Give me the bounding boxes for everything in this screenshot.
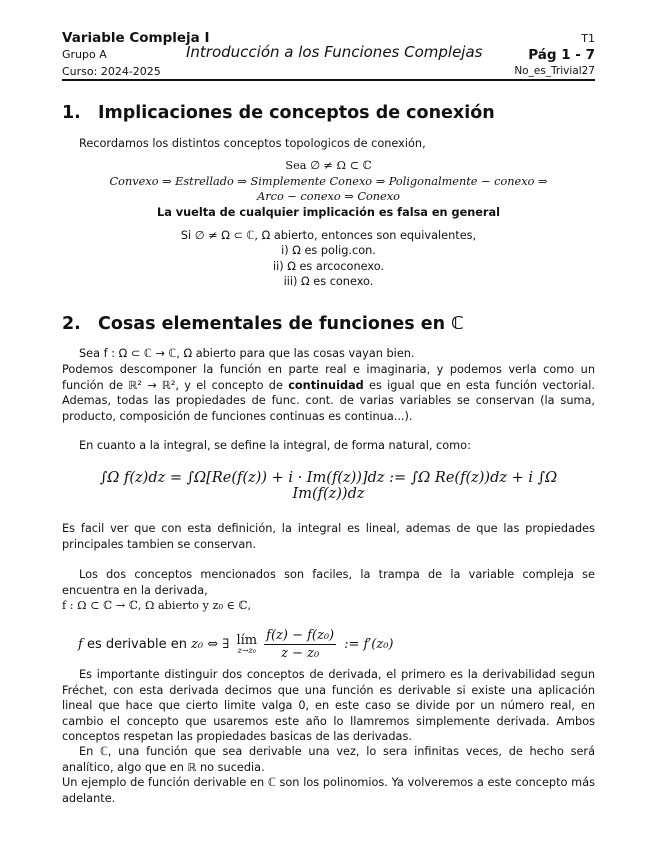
deriv-z0: z₀ <box>191 636 204 652</box>
course-name: Variable Compleja I <box>62 30 210 46</box>
section-2-heading <box>62 314 464 334</box>
deriv-limit <box>236 633 257 655</box>
equivalence-intro: Si ∅ ≠ Ω ⊂ ℂ, Ω abierto, entonces son equivalentes, <box>180 229 477 242</box>
derivative-definition <box>78 622 394 666</box>
document-title: Introducción a los Funciones Complejas <box>186 43 483 61</box>
group-label: Grupo A <box>62 48 107 61</box>
section-1-number: 1. <box>62 103 81 123</box>
integral-linearity-paragraph: Es facil ver que con esta definición, la integral es lineal, ademas de que las propiedades principales tambien se conservan. <box>62 522 595 551</box>
function-definition: Sea f : Ω ⊂ ℂ → ℂ, Ω abierto para que las cosas vayan bien. <box>79 347 415 360</box>
integral-equation: ∫Ω f(z)dz = ∫Ω[Re(f(z)) + i · Im(f(z))]dz := ∫Ω Re(f(z))dz + i ∫Ω Im(f(z))dz <box>99 470 558 502</box>
implication-warning: La vuelta de cualquier implicación es falsa en general <box>157 206 500 219</box>
deriv-f: f <box>78 636 83 652</box>
deriv-lim-sub: z→z₀ <box>237 646 256 655</box>
polynomial-paragraph: Un ejemplo de función derivable en ℂ son los polinomios. Ya volveremos a este concepto más adelante. <box>62 776 595 805</box>
topic-code: T1 <box>581 32 595 45</box>
derivative-intro: Los dos conceptos mencionados son faciles, la trampa de la variable compleja se encuentra en la derivada, <box>62 568 595 597</box>
sea-statement: Sea ∅ ≠ Ω ⊂ ℂ <box>285 159 372 172</box>
deriv-iff: ⇔ ∃ <box>203 636 234 652</box>
section-2-title: Cosas elementales de funciones en ℂ <box>98 314 464 334</box>
page-number: Pág 1 - 7 <box>528 47 595 63</box>
section-1-intro: Recordamos los distintos conceptos topologicos de conexión, <box>79 137 426 150</box>
equivalence-item-2: ii) Ω es arcoconexo. <box>272 260 385 273</box>
academic-year: Curso: 2024-2025 <box>62 65 161 78</box>
deriv-denominator: z − z₀ <box>281 645 320 661</box>
continuity-term: continuidad <box>288 378 364 392</box>
document-page <box>62 0 595 848</box>
implication-chain-line-2: Arco − conexo ⇒ Conexo <box>257 190 400 203</box>
deriv-fraction <box>264 628 336 661</box>
section-1-title: Implicaciones de conceptos de conexión <box>98 103 495 123</box>
section-2-number: 2. <box>62 314 81 334</box>
continuity-paragraph <box>62 362 595 424</box>
continuity-text-a: Podemos descomponer la función en parte real e imaginaria, y podemos verla como un función de ℝ² → ℝ², y el concepto de <box>62 363 595 392</box>
implication-chain-line-1: Convexo ⇒ Estrellado ⇒ Simplemente Conexo ⇒ Poligonalmente − conexo ⇒ <box>109 175 548 188</box>
page-header <box>62 30 595 80</box>
deriv-lim-word: lím <box>236 633 258 648</box>
analytic-paragraph: En ℂ, una función que sea derivable una vez, lo sera infinitas veces, de hecho será analítico, algo que en ℝ no sucedia. <box>62 745 595 774</box>
header-rule <box>62 79 595 81</box>
deriv-text: es derivable en <box>82 636 192 652</box>
deriv-numerator: f(z) − f(z₀) <box>266 627 335 643</box>
author-handle: No_es_Trivial27 <box>514 65 595 77</box>
equivalence-item-3: iii) Ω es conexo. <box>283 275 374 288</box>
equivalence-item-1: i) Ω es polig.con. <box>281 244 376 257</box>
integral-intro: En cuanto a la integral, se define la integral, de forma natural, como: <box>79 439 471 452</box>
section-1-heading <box>62 103 495 123</box>
continuity-text-b: es igual que en esta función vectorial. Ademas, todas las propiedades de func. cont. de varias variables se conservan (la suma, producto, composición de funciones continuas es continua...). <box>62 378 595 423</box>
frechet-paragraph: Es importante distinguir dos conceptos de derivada, el primero es la derivabilidad segun Fréchet, con esta derivada decimos que una función es derivable si existe una aplicación lineal que hace que cierto limite valga 0, en este caso se divide por un número real, en cambio el concepto que usaremos este año lo llamremos simplemente derivada. Ambos conceptos respetan las propiedades basicas de las derivadas. <box>62 668 595 744</box>
derivative-setup: f : Ω ⊂ ℂ → ℂ, Ω abierto y z₀ ∈ ℂ, <box>62 599 252 612</box>
deriv-rhs: := f′(z₀) <box>344 636 394 652</box>
